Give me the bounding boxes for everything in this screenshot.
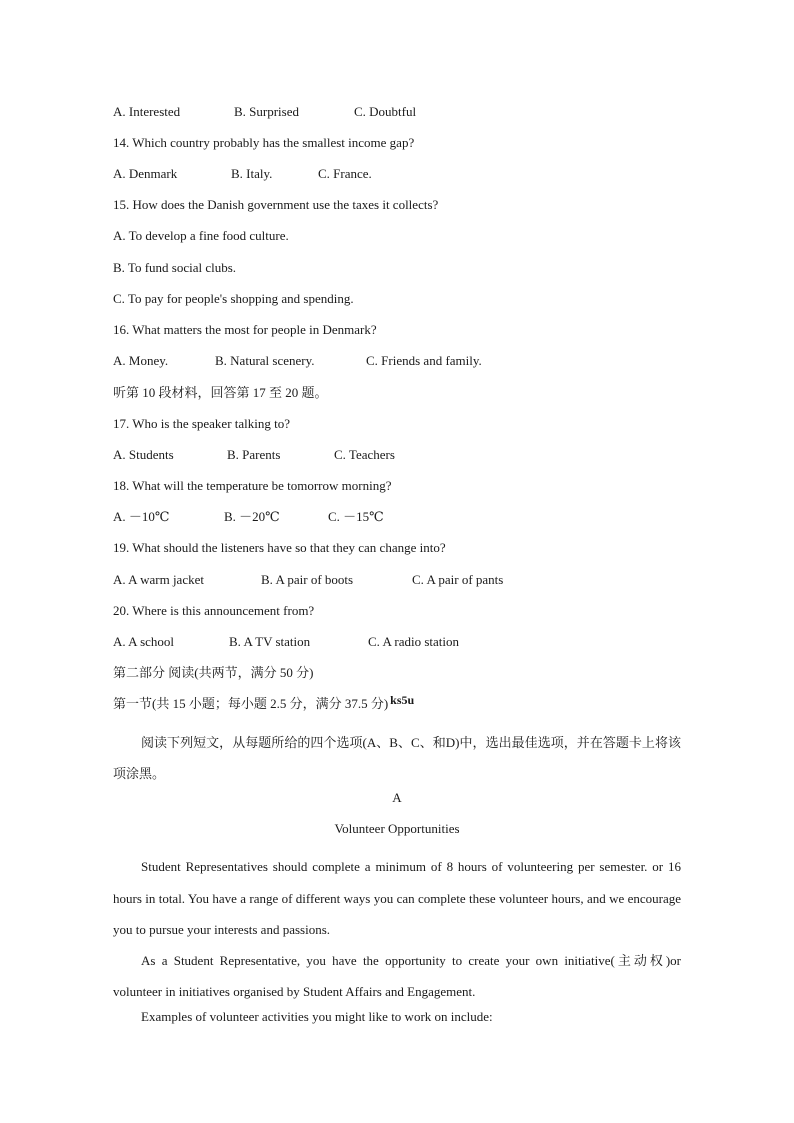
q19-option-b: B. A pair of boots xyxy=(261,572,354,587)
q15-option-c: C. To pay for people's shopping and spending. xyxy=(113,291,354,306)
q20-option-c: C. A radio station xyxy=(368,634,459,649)
q14-option-a: A. Denmark xyxy=(113,166,178,181)
q18-option-b: B. －20℃ xyxy=(224,509,280,524)
passage-paragraph-1: Student Representatives should complete a minimum of 8 hours of volunteering per semester. or 16 hours in total. You have a range of different ways you can complete these volunteer hours, and we encourage you to pursue your interests and passions. xyxy=(113,859,681,937)
q17-option-b: B. Parents xyxy=(227,447,281,462)
q20-option-a: A. A school xyxy=(113,634,175,649)
reading-instruction: 阅读下列短文，从每题所给的四个选项(A、B、C、和D)中，选出最佳选项，并在答题卡上将该项涂黑。 xyxy=(113,735,681,781)
part-2-heading: 第二部分 阅读(共两节，满分 50 分) xyxy=(113,665,314,680)
q18-option-a: A. －10℃ xyxy=(113,509,170,524)
q13-option-c: C. Doubtful xyxy=(354,104,417,119)
passage-paragraph-3: Examples of volunteer activities you might like to work on include: xyxy=(141,1009,493,1024)
q17-option-a: A. Students xyxy=(113,447,174,462)
q15-option-a: A. To develop a fine food culture. xyxy=(113,228,289,243)
q13-option-a: A. Interested xyxy=(113,104,181,119)
q16-option-a: A. Money. xyxy=(113,353,169,368)
q18-stem: 18. What will the temperature be tomorrow morning? xyxy=(113,478,392,493)
q16-option-b: B. Natural scenery. xyxy=(215,353,315,368)
passage-title: Volunteer Opportunities xyxy=(334,821,460,836)
q16-stem: 16. What matters the most for people in Denmark? xyxy=(113,322,377,337)
q20-option-b: B. A TV station xyxy=(229,634,311,649)
section-10-instruction: 听第 10 段材料，回答第 17 至 20 题。 xyxy=(113,385,328,400)
section-1-heading xyxy=(113,695,414,713)
q19-option-c: C. A pair of pants xyxy=(412,572,504,587)
q14-stem: 14. Which country probably has the smallest income gap? xyxy=(113,135,415,150)
q18-option-c: C. －15℃ xyxy=(328,509,384,524)
q15-stem: 15. How does the Danish government use the taxes it collects? xyxy=(113,197,439,212)
q15-option-b: B. To fund social clubs. xyxy=(113,260,237,275)
section-1-heading-text: 第一节(共 15 小题；每小题 2.5 分，满分 37.5 分) xyxy=(113,696,389,711)
q19-stem: 19. What should the listeners have so that they can change into? xyxy=(113,540,446,555)
watermark-text: ks5u xyxy=(390,693,415,707)
passage-paragraph-2: As a Student Representative, you have the opportunity to create your own initiative(主动权)or volunteer in initiatives organised by Student Affairs and Engagement. xyxy=(113,953,681,999)
q19-option-a: A. A warm jacket xyxy=(113,572,204,587)
passage-letter: A xyxy=(392,790,402,805)
q17-stem: 17. Who is the speaker talking to? xyxy=(113,416,291,431)
q13-option-b: B. Surprised xyxy=(234,104,299,119)
q14-option-c: C. France. xyxy=(318,166,372,181)
q14-option-b: B. Italy. xyxy=(231,166,273,181)
q20-stem: 20. Where is this announcement from? xyxy=(113,603,315,618)
q17-option-c: C. Teachers xyxy=(334,447,395,462)
q16-option-c: C. Friends and family. xyxy=(366,353,482,368)
